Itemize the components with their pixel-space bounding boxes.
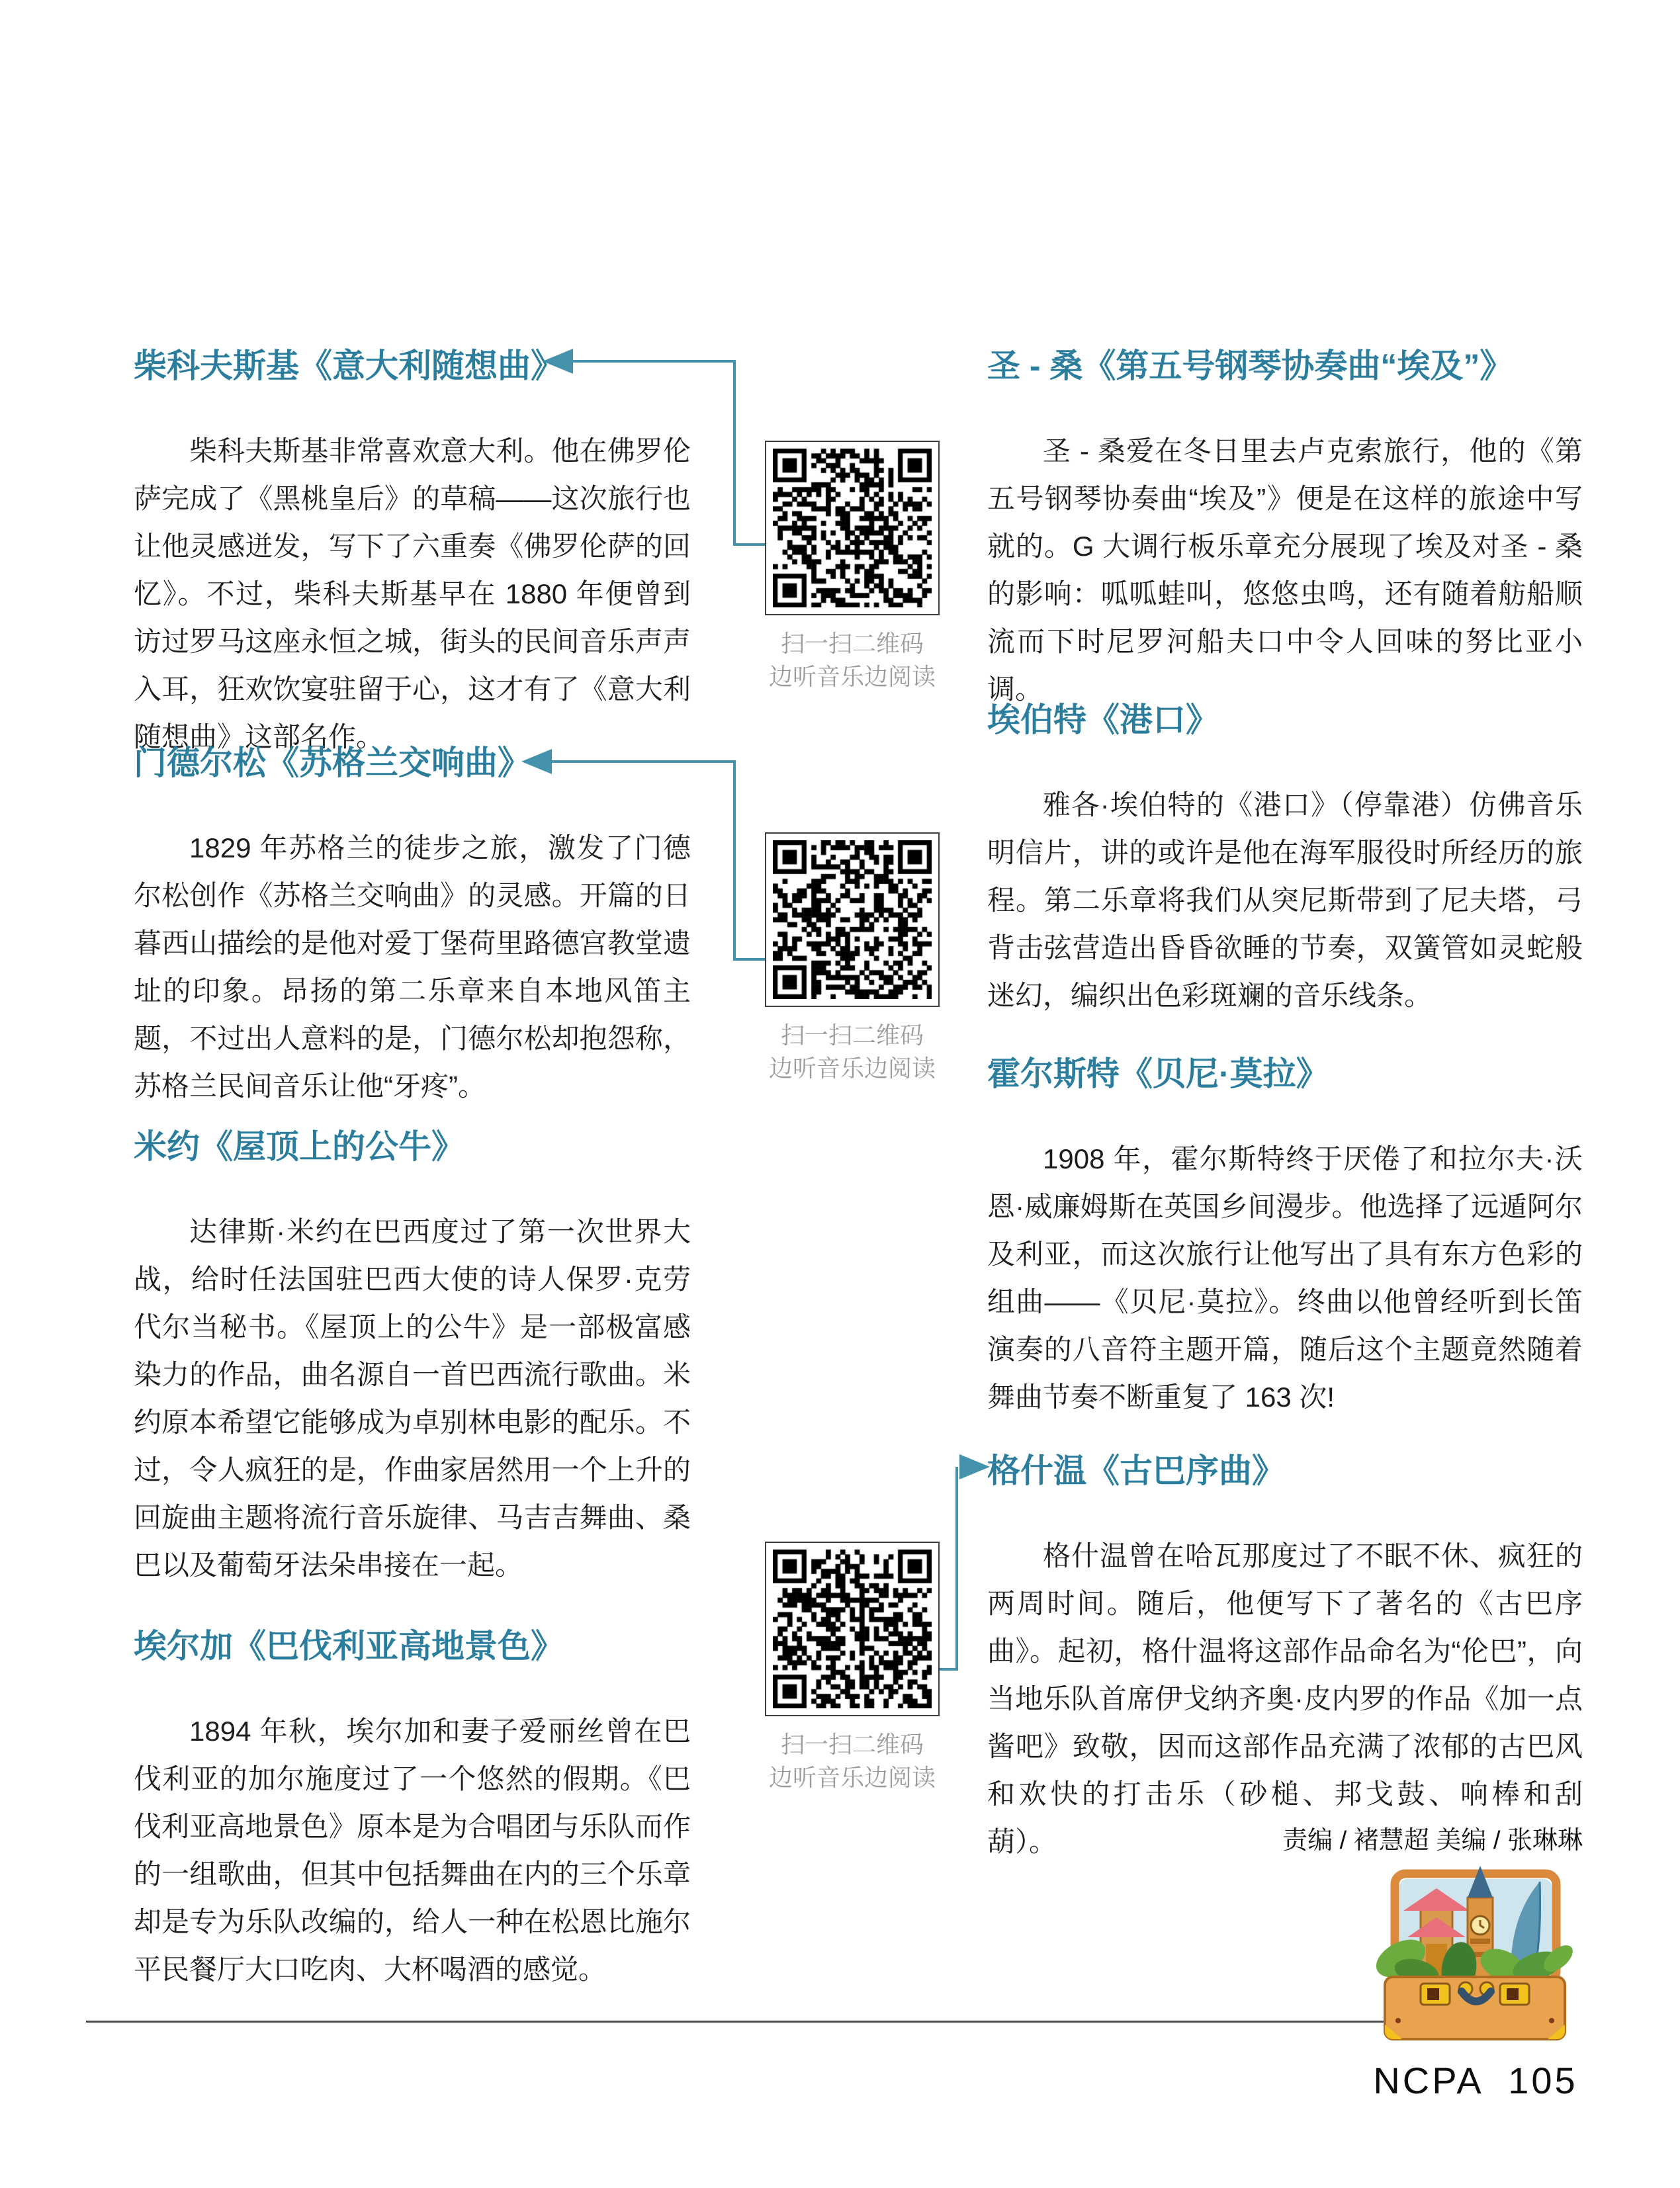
arrow-right-icon: [959, 1454, 990, 1479]
connector-line: [733, 360, 736, 546]
article-gershwin: [987, 1449, 1583, 1866]
qr-code-block: [753, 832, 951, 1085]
qr-caption-line: 扫一扫二维码: [780, 1022, 924, 1049]
article-body: 1908 年，霍尔斯特终于厌倦了和拉尔夫·沃恩·威廉姆斯在英国乡间漫步。他选择了远遁阿尔及利亚，而这次旅行让他写出了具有东方色彩的组曲——《贝尼·莫拉》。终曲以他曾经听到长笛演奏的八音符主题开篇，随后这个主题竟然随着舞曲节奏不断重复了 163 次!: [987, 1143, 1583, 1413]
article-body: 达律斯·米约在巴西度过了第一次世界大战，给时任法国驻巴西大使的诗人保罗·克劳代尔当秘书。《屋顶上的公牛》是一部极富感染力的作品，曲名源自一首巴西流行歌曲。米约原本希望它能够成为卓别林电影的配乐。不过，令人疯狂的是，作曲家居然用一个上升的回旋曲主题将流行音乐旋律、马吉吉舞曲、桑巴以及葡萄牙法朵串接在一起。: [134, 1216, 691, 1581]
article-body: 雅各·埃伯特的《港口》（停靠港）仿佛音乐明信片，讲的或许是他在海军服役时所经历的旅程。第二乐章将我们从突尼斯带到了尼夫塔，弓背击弦营造出昏昏欲睡的节奏，双簧管如灵蛇般迷幻，编织出色彩斑斓的音乐线条。: [987, 789, 1583, 1011]
qr-caption-line: 边听音乐边阅读: [768, 663, 936, 690]
article-heading: 埃尔加《巴伐利亚高地景色》: [134, 1628, 564, 1665]
article-heading: 门德尔松《苏格兰交响曲》: [134, 744, 531, 781]
qr-code-icon: [773, 1550, 932, 1708]
qr-code-block: [753, 441, 951, 693]
connector-line: [955, 1467, 958, 1671]
article-saint-saens: [987, 344, 1583, 713]
article-heading: 柴科夫斯基《意大利随想曲》: [134, 347, 564, 384]
article-heading: 圣 - 桑《第五号钢琴协奏曲“埃及”》: [987, 347, 1513, 384]
article-heading: 霍尔斯特《贝尼·莫拉》: [987, 1055, 1329, 1092]
suitcase-body: [1385, 1977, 1565, 2039]
connector-line: [572, 360, 734, 363]
editor-credit: 责编 / 褚慧超 美编 / 张琳琳: [1282, 1827, 1583, 1855]
qr-caption-line: 扫一扫二维码: [780, 1731, 924, 1758]
qr-caption-line: 边听音乐边阅读: [768, 1764, 936, 1791]
page-number: NCPA 105: [1373, 2060, 1578, 2101]
qr-code-frame: [765, 1542, 940, 1716]
travel-suitcase-illustration: [1360, 1859, 1588, 2048]
article-body: 圣 - 桑爱在冬日里去卢克索旅行，他的《第五号钢琴协奏曲“埃及”》便是在这样的旅途中写就的。G 大调行板乐章充分展现了埃及对圣 - 桑的影响：呱呱蛙叫，悠悠虫鸣，还有随着舫船顺流而下时尼罗河船夫口中令人回味的努比亚小调。: [987, 435, 1583, 705]
qr-caption: [753, 1019, 951, 1085]
article-body: 格什温曾在哈瓦那度过了不眠不休、疯狂的两周时间。随后，他便写下了著名的《古巴序曲》。起初，格什温将这部作品命名为“伦巴”，向当地乐队首席伊戈纳齐奥·皮内罗的作品《加一点酱吧》致敬，因而这部作品充满了浓郁的古巴风和欢快的打击乐（砂槌、邦戈鼓、响棒和刮葫）。: [987, 1540, 1583, 1857]
arrow-left-icon: [543, 349, 573, 374]
article-elgar: [134, 1624, 691, 1993]
article-holst: [987, 1052, 1583, 1421]
qr-code-frame: [765, 832, 940, 1007]
connector-line: [551, 760, 734, 763]
qr-caption: [753, 627, 951, 693]
article-heading: 格什温《古巴序曲》: [987, 1452, 1285, 1489]
qr-code-block: [753, 1542, 951, 1794]
arrow-left-icon: [521, 749, 552, 774]
article-tchaikovsky: [134, 344, 691, 761]
qr-code-icon: [773, 840, 932, 999]
article-heading: 埃伯特《港口》: [987, 701, 1219, 738]
qr-caption-line: 扫一扫二维码: [780, 630, 924, 657]
article-ibert: [987, 698, 1583, 1020]
qr-code-icon: [773, 449, 932, 607]
qr-code-frame: [765, 441, 940, 615]
article-body: 1829 年苏格兰的徒步之旅，激发了门德尔松创作《苏格兰交响曲》的灵感。开篇的日暮西山描绘的是他对爱丁堡荷里路德宫教堂遗址的印象。昂扬的第二乐章来自本地风笛主题，不过出人意料的是，门德尔松却抱怨称，苏格兰民间音乐让他“牙疼”。: [134, 832, 691, 1102]
connector-line: [733, 760, 736, 961]
article-body: 柴科夫斯基非常喜欢意大利。他在佛罗伦萨完成了《黑桃皇后》的草稿——这次旅行也让他灵感迸发，写下了六重奏《佛罗伦萨的回忆》。不过，柴科夫斯基早在 1880 年便曾到访过罗马这座永恒之城，街头的民间音乐声声入耳，狂欢饮宴驻留于心，这才有了《意大利随想曲》这部名作。: [134, 435, 691, 752]
article-heading: 米约《屋顶上的公牛》: [134, 1128, 464, 1165]
qr-caption-line: 边听音乐边阅读: [768, 1055, 936, 1082]
article-milhaud: [134, 1125, 691, 1589]
article-body: 1894 年秋，埃尔加和妻子爱丽丝曾在巴伐利亚的加尔施度过了一个悠然的假期。《巴伐利亚高地景色》原本是为合唱团与乐队而作的一组歌曲，但其中包括舞曲在内的三个乐章却是专为乐队改编的，给人一种在松恩比施尔平民餐厅大口吃肉、大杯喝酒的感觉。: [134, 1716, 691, 1985]
article-mendelssohn: [134, 741, 691, 1110]
footer-divider: [86, 2021, 1397, 2023]
qr-caption: [753, 1728, 951, 1794]
